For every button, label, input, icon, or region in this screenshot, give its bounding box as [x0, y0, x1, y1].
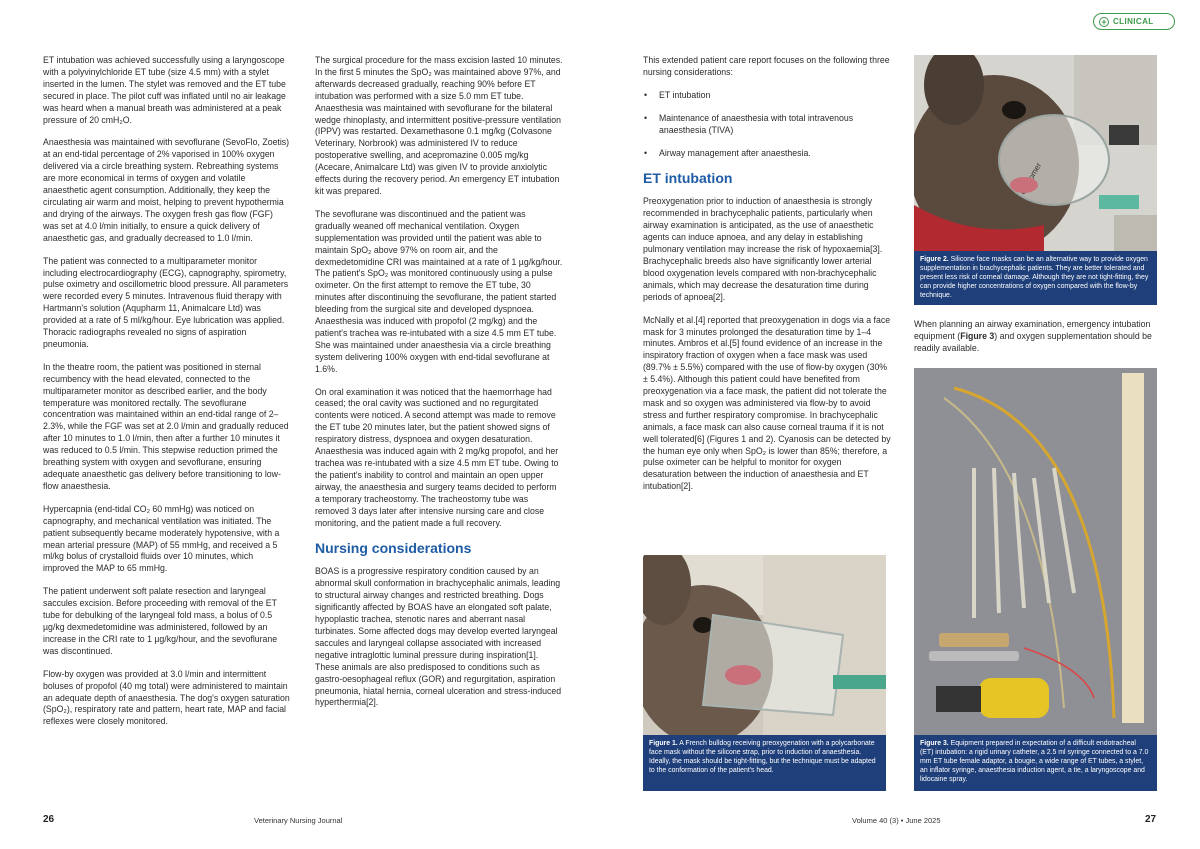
list-item: • ET intubation [643, 90, 891, 102]
figure-3-photo [914, 368, 1157, 735]
section-badge-label: CLINICAL [1113, 17, 1154, 26]
figure-2-photo [914, 55, 1157, 251]
dog-with-silicone-mask-illustration [914, 55, 1157, 251]
paragraph: The surgical procedure for the mass excision lasted 10 minutes. In the first 5 minutes the SpO₂ was maintained above 97%, and afterwards decreased gradually, reaching 90% before ET intubation was performed with a size 5.0 mm ET tube. Anaesthesia was maintained with sevoflurane for the bilateral wedge rhinoplasty, and intermittent positive-pressure ventilation (IPPV) was restarted. Dexamethasone 0.1 mg/kg (Colvasone Veterinary, Norbrook) was administered IV to reduce postoperative swelling, and acepromazine 0.005 mg/kg (Acecare, Animalcare Ltd) was given IV to provide anxiolytic effects during the recovery period. An emergency ET intubation kit was prepared. [315, 55, 563, 196]
paragraph: The patient was connected to a multiparameter monitor including electrocardiography (ECG), capnography, spirometry, pulse oximetry and oscillometric blood pressure. All parameters were recorded every 5 minutes. Intravenous fluid therapy with Hartmann's solution (Aqupharm 11, Animalcare Ltd) was provided at a rate of 5 ml/kg/hour. Eye lubrication was applied. Thoracic radiographs revealed no signs of aspiration pneumonia. [43, 255, 289, 349]
caption-text: Equipment prepared in expectation of a difficult endotracheal (ET) intubation: a rigid urinary catheter, a 2.5 ml syringe connected to a 7.0 mm ET tube female adaptor, a bougie, a wide range of ET tubes, a stylet, an inflator syringe, anaesthesia induction agent, a tie, a laryngoscope and lidocaine spray. [920, 740, 1149, 783]
page-number-left: 26 [43, 814, 55, 825]
text-column-2 [315, 55, 563, 720]
page-number-right: 27 [1145, 814, 1157, 825]
figure-label: Figure 1. [649, 740, 678, 747]
paragraph: Hypercapnia (end-tidal CO₂ 60 mmHg) was noticed on capnography, and mechanical ventilation was initiated. The patient subsequently became moderately hypotensive, with a mean arterial pressure (MAP) of 55 mmHg, and received a 5 ml/kg bolus of crystalloid fluids over 10 minutes, which improved the MAP to 65 mmHg. [43, 503, 280, 574]
paragraph: The patient underwent soft palate resection and laryngeal saccules excision. Before proceeding with removal of the ET tube for debulking of the laryngeal fold mass, a bolus of 0.5 µg/kg dexmedetomidine was administered, followed by an increase in the CRI rate to 1 µg/kg/hour, and the sevoflurane was discontinued. [43, 586, 278, 656]
text-column-1 [43, 55, 290, 739]
text-column-4 [914, 319, 1157, 366]
list-item: • Airway management after anaesthesia. [643, 148, 891, 160]
paragraph: When planning an airway examination, emergency intubation equipment (Figure 3) and oxygen supplementation should be readily available. [914, 319, 1152, 353]
paragraph: ET intubation was achieved successfully using a laryngoscope with a polyvinylchloride ET tube (size 4.5 mm) with a stylet inserted in the lumen. The stylet was removed and the ET tube secured in place. The pilot cuff was inflated until no air leakage was heard when a manual breath was administered at a peak pressure of 20 cmH₂O. [43, 55, 286, 125]
text-column-3 [643, 55, 891, 504]
figure-label: Figure 3. [920, 740, 949, 747]
issue-info: Volume 40 (3) • June 2025 [852, 816, 941, 825]
paragraph: Anaesthesia was maintained with sevoflurane (SevoFlo, Zoetis) at an end-tidal percentage of 2% vaporised in 100% oxygen delivered via a circle breathing system. Rebreathing systems are more economical in terms of oxygen and volatile anaesthetic agent consumption. Additionally, they keep the circulating air warm and moist, helping to prevent hypothermia and drying of the airways. The oxygen fresh gas flow (FGF) was set at 4.0 l/min initially, to ensure a quick delivery of anaesthetic gas, and gradually decreased to 1.0 l/min. [43, 137, 290, 243]
section-badge [1093, 13, 1175, 30]
paragraph: McNally et al.[4] reported that preoxygenation in dogs via a face mask for 3 minutes prolonged the desaturation time by 1–4 minutes. Ambros et al.[5] found evidence of an increase in the inspiratory fraction of oxygen when a face mask was used (89.7% ± 5.5%) compared with the use of flow-by oxygen (30% ± 5.4%). Although this patient could have benefited from preoxygenation via a face mask, the patient did not tolerate the mask and so oxygen was administered via flow-by to avoid stress and further respiratory compromise. In brachycephalic animals, a face mask can also cause corneal trauma if it is not well tolerated[6] (Figures 1 and 2). Cyanosis can be detected by the human eye only when SpO₂ is lower than 85%; therefore, a pulse oximeter can be helpful to monitor for oxygen desaturation between the induction of anaesthesia and ET intubation[2]. [643, 314, 891, 492]
figure-label: Figure 2. [920, 256, 949, 263]
dog-with-face-mask-illustration [643, 555, 886, 735]
intubation-equipment-illustration [914, 368, 1157, 735]
paragraph: This extended patient care report focuses on the following three nursing considerations: [643, 55, 890, 77]
plus-circle-icon: + [1099, 17, 1109, 27]
figure-2-caption [914, 251, 1157, 305]
paragraph: Preoxygenation prior to induction of anaesthesia is strongly recommended in brachycephalic patients, particularly when airway examination is anticipated, as the use of anaesthetic agents can induce apnoea, and any delay in establishing pulmonary ventilation may increase the risk of hypoxaemia[3]. Brachycephalic breeds also have significantly lower arterial blood oxygenation levels compared with non-brachycephalic animals, which may decrease the desaturation time during periods of apnoea[2]. [643, 196, 883, 302]
considerations-list [643, 90, 891, 160]
paragraph: The sevoflurane was discontinued and the patient was gradually weaned off mechanical ventilation. Oxygen supplementation was provided until the patient was able to maintain SpO₂ above 97% on room air, and the dexmedetomidine CRI was maintained at a rate of 1 µg/kg/hour. The patient's SpO₂ was monitored continuously using a pulse oximeter. On the first attempt to remove the ET tube, 30 minutes after discontinuing the sevoflurane, the patient started bleeding from the surgical site and developed dyspnoea. Anaesthesia was induced with propofol (2 mg/kg) and the patient's trachea was re-intubated with a size 4.5 mm ET tube. She was maintained under anaesthesia via a circle breathing system delivering 100% oxygen with end-tidal sevoflurane at 1.6%. [315, 208, 563, 374]
paragraph: On oral examination it was noticed that the haemorrhage had ceased; the oral cavity was suctioned and no regurgitated contents were noticed. A second attempt was made to remove the ET tube 20 minutes later, but the patient showed signs of respiratory distress, dyspnoea and oxygen desaturation. Anaesthesia was induced again with 2 mg/kg propofol, and her trachea was re-intubated with a size 4.5 mm ET tube. Owing to the patient's inability to control and maintain an open upper airway, the anaesthesia and surgery teams decided to perform a temporary tracheostomy. The tracheostomy tube was removed 3 days later after intensive nursing care and close monitoring, and the patient made a full recovery. [315, 386, 559, 528]
paragraph: In the theatre room, the patient was positioned in sternal recumbency with the head elevated, connected to the multiparameter monitor as described earlier, and the body temperature was monitored rectally. The sevoflurane concentration was maintained within an end-tidal range of 2–2.3%, while the FGF was set at 2.0 l/min and gradually reduced after 10 minutes to 1.0 l/min, then after a further 10 minutes it was reduced to 0.5 l/min. This stepwise reduction primed the breathing system with oxygen and sevoflurane, ensuring adequate anaesthetic gas delivery before transitioning to low-flow anaesthesia. [43, 361, 289, 491]
caption-text: Silicone face masks can be an alternative way to provide oxygen supplementation in brachycephalic patients. They are better tolerated and present less risk of corneal damage. Although they are not tight-fitting, they can provide higher concentrations of oxygen compared with the flow-by technique. [920, 256, 1149, 299]
list-item: • Maintenance of anaesthesia with total intravenous anaesthesia (TIVA) [643, 113, 891, 137]
figure-3-caption [914, 735, 1157, 791]
paragraph: Flow-by oxygen was provided at 3.0 l/min and intermittent boluses of propofol (40 mg total) were administered to maintain an adequate depth of anaesthesia. The dog's oxygen saturation (SpO₂), respiratory rate and pattern, heart rate, MAP and facial reflexes were closely monitored. [43, 668, 290, 727]
journal-name: Veterinary Nursing Journal [254, 816, 343, 825]
figure-1-photo [643, 555, 886, 735]
paragraph: BOAS is a progressive respiratory condition caused by an abnormal skull conformation in brachycephalic animals, leading to structural airway changes and restricted breathing. Dogs significantly affected by BOAS have an elongated soft palate, hypoplastic trachea, stenotic nares and aberrant nasal turbinates. Some affected dogs may develop everted laryngeal saccules and laryngeal collapse associated with increased negative intraglottic luminal pressure during inspiration[1]. These animals are also predisposed to conditions such as gastro-oesophageal reflux (GOR) and regurgitation, aspiration pneumonia, hiatal hernia, corneal ulceration and stress-induced hyperthermia[2]. [315, 566, 562, 708]
section-heading-et-intubation: ET intubation [643, 170, 733, 187]
figure-1-caption [643, 735, 886, 791]
caption-text: A French bulldog receiving preoxygenation with a polycarbonate face mask without the silicone strap, prior to induction of anaesthesia. Ideally, the mask should be tight-fitting, but the technique must be adapted to the conformation of the patient's head. [649, 740, 876, 774]
section-heading-nursing-considerations: Nursing considerations [315, 540, 472, 557]
